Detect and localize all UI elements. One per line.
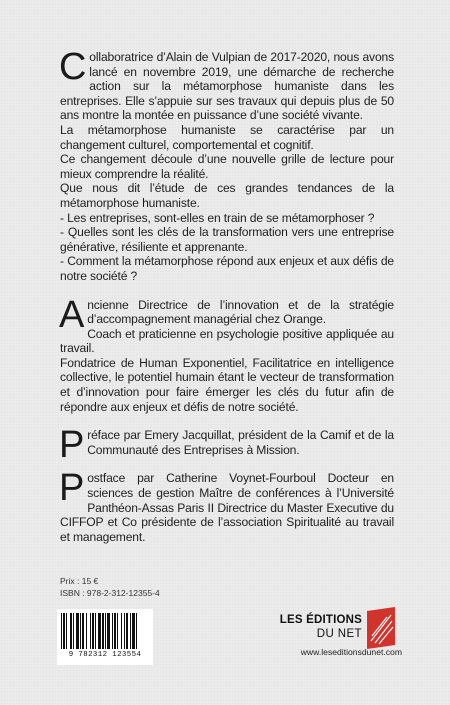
text-line: réface par Emery Jacquillat, président de la Camif et de la Communauté des Entreprises à Mission.: [87, 428, 394, 457]
text-line: ollaboratrice d’Alain de Vulpian de 2017-2020, nous avons lancé en novembre 2019, une démarche de recherche action sur la métamorphose humaniste dans les entreprises. Elle s’appuie sur ses travaux qui depuis plus de 50 ans montre la montée en puissance d’une société vivante.: [60, 50, 394, 123]
publisher-logo-icon: [365, 607, 397, 649]
text-line: ncienne Directrice de l’innovation et de la stratégie d’accompagnement managérial chez Orange.: [87, 297, 394, 327]
intro-paragraph: [59, 46, 394, 284]
drop-cap: P: [59, 467, 85, 510]
text-line: - Quelles sont les clés de la transformation vers une entreprise générative, résiliente et apprenante.: [60, 225, 394, 254]
text-line: Que nous dit l’étude de ces grandes tendances de la métamorphose humaniste.: [60, 181, 394, 210]
publisher-name: [278, 613, 362, 641]
price-text: Prix : 15 €: [60, 576, 99, 586]
barcode-gap: [137, 613, 139, 649]
text-line: - Comment la métamorphose répond aux enjeux et aux défis de notre société ?: [60, 254, 394, 283]
publisher-name-line2: DU NET: [316, 628, 362, 640]
barcode: [57, 609, 153, 665]
barcode-bars: [61, 613, 149, 649]
preface-paragraph: [59, 424, 394, 467]
text-line: Coach et praticienne en psychologie positive appliquée au travail.: [60, 326, 394, 356]
text-line: Ce changement découle d’une nouvelle grille de lecture pour mieux comprendre la réalité.: [60, 152, 394, 181]
drop-cap: A: [59, 293, 85, 336]
author-bio-paragraph: [59, 293, 394, 415]
text-line: - Les entreprises, sont-elles en train de se métamorphoser ?: [60, 210, 375, 225]
text-line: La métamorphose humaniste se caractérise par un changement culturel, comportemental et cognitif.: [60, 122, 394, 152]
cover-text: [59, 46, 394, 558]
text-line: ostface par Catherine Voynet-Fourboul Docteur en sciences de gestion Maître de conférences à l’Université Panthéon-Assas Paris II Directrice du Master Executive du CIFFOP et Co présidente de l’association Spiritualité au travail et management.: [60, 471, 394, 544]
barcode-digits: 9 782312 123554: [68, 651, 142, 659]
publisher-website: www.leseditionsdunet.com: [300, 647, 402, 657]
price-isbn: [60, 575, 160, 599]
isbn-text: ISBN : 978-2-312-12355-4: [60, 588, 160, 598]
publisher-name-line1: LES ÉDITIONS: [279, 614, 362, 626]
text-line: Fondatrice de Human Exponentiel, Facilitatrice en intelligence collective, le potentiel humain étant le vecteur de transformation et d’innovation pour faire émerger les clés du futur afin de répondre aux enjeux et défis de notre société.: [60, 355, 394, 414]
drop-cap: C: [59, 46, 87, 88]
postface-paragraph: [59, 467, 394, 544]
drop-cap: P: [59, 424, 85, 467]
